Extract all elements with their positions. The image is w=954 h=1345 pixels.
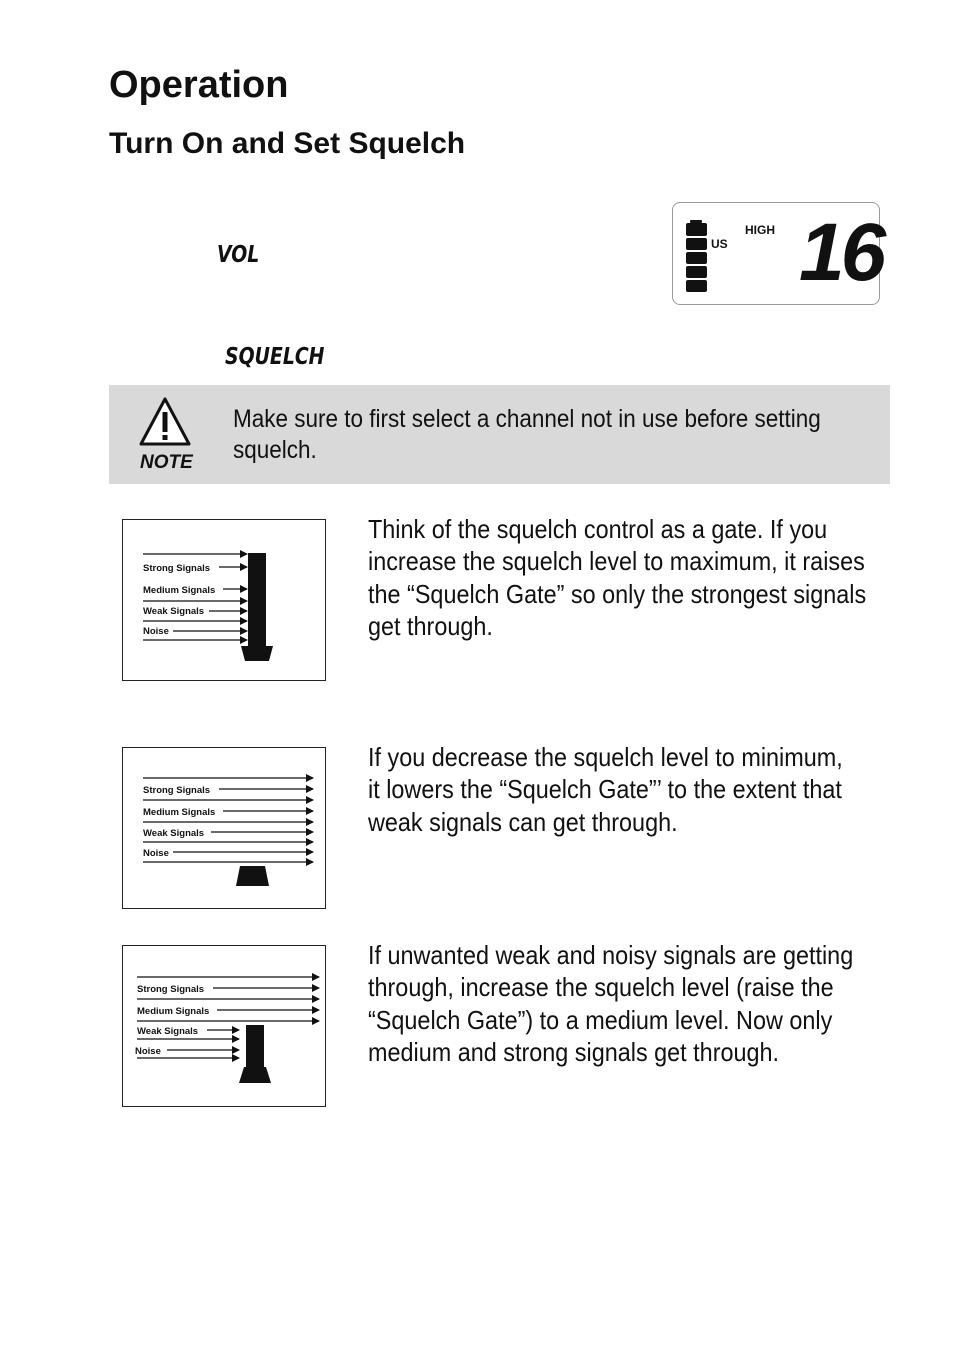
noise-label: Noise [143,626,169,637]
power-indicator: HIGH [745,223,775,237]
squelch-max-paragraph: Think of the squelch control as a gate. If you increase the squelch level to maximum, it raises the “Squelch Gate” so only the strongest signals get through. [368,514,867,641]
weak-signals-label: Weak Signals [143,606,205,617]
squelch-min-paragraph: If you decrease the squelch level to minimum, it lowers the “Squelch Gate”’ to the extent that weak signals can get through. [368,742,843,837]
noise-label: Noise [143,848,169,859]
medium-signals-label: Medium Signals [137,1006,210,1017]
region-indicator: US [711,237,728,251]
squelch-control-label: SQUELCH [225,344,325,370]
weak-signals-label: Weak Signals [137,1026,199,1037]
section-heading: Turn On and Set Squelch [109,127,466,160]
squelch-medium-paragraph: If unwanted weak and noisy signals are getting through, increase the squelch level (raise the “Squelch Gate”) to a medium level. Now only medium and strong signals get through. [368,940,854,1067]
medium-signals-label: Medium Signals [143,807,216,818]
strong-signals-label: Strong Signals [143,785,211,796]
warning-triangle-icon [138,396,192,448]
weak-signals-label: Weak Signals [143,828,205,839]
noise-label: Noise [135,1046,161,1057]
squelch-gate-max-figure [122,519,326,681]
strong-signals-label: Strong Signals [143,563,211,574]
page-heading: Operation [109,64,289,106]
note-label: NOTE [140,452,193,473]
medium-signals-label: Medium Signals [143,585,216,596]
note-text: Make sure to first select a channel not in use before setting squelch. [233,405,821,464]
squelch-gate-min-figure [122,747,326,909]
channel-number: 16 [799,207,883,298]
squelch-gate-medium-figure [122,945,326,1107]
strong-signals-label: Strong Signals [137,984,205,995]
lcd-display [672,202,883,305]
vol-control-label: VOL [217,242,260,268]
